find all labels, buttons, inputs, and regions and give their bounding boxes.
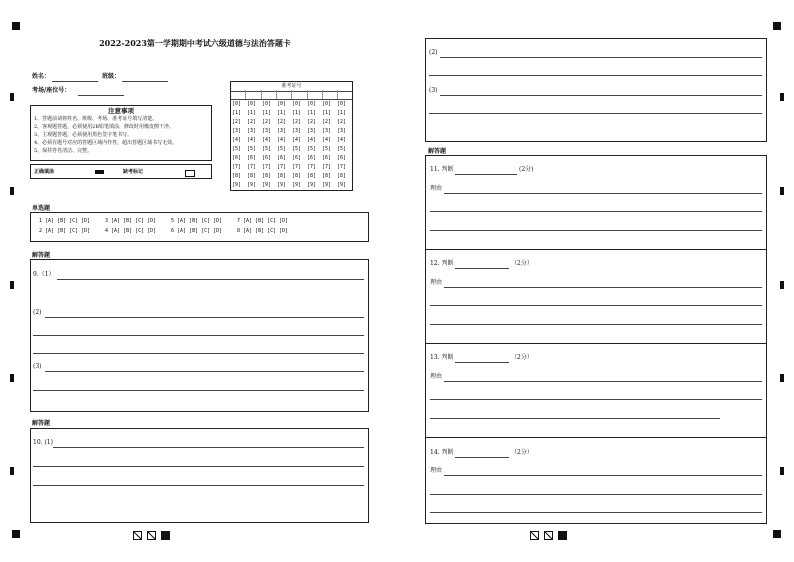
answer-line[interactable] — [33, 466, 364, 467]
answer-line[interactable] — [33, 485, 364, 486]
exam-id-digit-bubble[interactable]: [9] — [292, 182, 302, 188]
q9-part2-label: (2) — [33, 309, 42, 316]
absent-mark-checkbox[interactable] — [185, 170, 195, 177]
q12-judge-field[interactable] — [455, 268, 509, 269]
answer-line[interactable] — [45, 317, 364, 318]
exam-id-digit-bubble[interactable]: [0] — [337, 101, 347, 107]
exam-id-digit-bubble[interactable]: [0] — [292, 101, 302, 107]
q10-part2-label: (2) — [429, 49, 438, 56]
filled-box-icon — [161, 531, 170, 540]
exam-id-digit-bubble[interactable]: [8] — [277, 173, 287, 179]
exam-id-digit-bubble[interactable]: [3] — [337, 128, 347, 134]
answer-line[interactable] — [440, 95, 762, 96]
exam-id-digit-bubble[interactable]: [4] — [232, 137, 242, 143]
side-mark — [780, 467, 784, 475]
q9-part1-label: 9.（1） — [33, 271, 55, 278]
answer-line[interactable] — [430, 230, 762, 231]
page-title: 2022-2023第一学期期中考试六级道德与法治答题卡 — [99, 38, 291, 48]
answer-line[interactable] — [33, 335, 364, 336]
exam-id-digit-bubble[interactable]: [6] — [337, 155, 347, 161]
q10-heading: 解答题 — [32, 420, 51, 427]
notes-item: 3、主观题答题，必须使用黑色签字笔书写。 — [34, 132, 133, 138]
notes-item: 2、客观题答题，必须使用2B铅笔填涂，修改时用橡皮擦干净。 — [34, 124, 175, 130]
q12-separator — [425, 343, 767, 344]
class-field[interactable] — [122, 81, 168, 82]
corner-mark-top-right — [773, 22, 781, 30]
exam-id-digit-bubble[interactable]: [1] — [247, 110, 257, 116]
answer-line[interactable] — [33, 353, 364, 354]
exam-id-digit-bubble[interactable]: [2] — [337, 119, 347, 125]
exam-id-digit-bubble[interactable]: [6] — [232, 155, 242, 161]
single-choice-box — [30, 212, 369, 242]
answer-line[interactable] — [440, 57, 762, 58]
filled-box-icon — [558, 531, 567, 540]
side-mark — [10, 93, 14, 101]
exam-id-digit-bubble[interactable]: [3] — [307, 128, 317, 134]
grid-column-divider — [337, 90, 338, 99]
exam-id-digit-bubble[interactable]: [9] — [337, 182, 347, 188]
answer-line[interactable] — [444, 381, 762, 382]
exam-id-digit-bubble[interactable]: [3] — [232, 128, 242, 134]
q14-judge-label: 14. 判断 — [430, 449, 454, 456]
choice-row[interactable]: 7 [A] [B] [C] [D] — [237, 218, 289, 224]
exam-id-digit-bubble[interactable]: [2] — [262, 119, 272, 125]
notes-item: 1、答题前请将姓名、班级、考场、准考证号填写清楚。 — [34, 116, 158, 122]
corner-mark-top-left — [12, 22, 20, 30]
exam-id-digit-bubble[interactable]: [4] — [292, 137, 302, 143]
exam-id-digit-bubble[interactable]: [3] — [322, 128, 332, 134]
exam-id-digit-bubble[interactable]: [9] — [277, 182, 287, 188]
q9-answer-box[interactable] — [30, 259, 369, 412]
exam-id-digit-bubble[interactable]: [7] — [307, 164, 317, 170]
exam-id-digit-bubble[interactable]: [1] — [322, 110, 332, 116]
exam-id-digit-bubble[interactable]: [0] — [277, 101, 287, 107]
q12-judge-label: 12. 判断 — [430, 260, 454, 267]
grid-column-divider — [245, 90, 246, 99]
exam-id-digit-bubble[interactable]: [7] — [277, 164, 287, 170]
exam-id-digit-bubble[interactable]: [6] — [277, 155, 287, 161]
notes-box — [30, 105, 212, 161]
choice-row[interactable]: 3 [A] [B] [C] [D] — [105, 218, 157, 224]
answer-line[interactable] — [444, 287, 762, 288]
notes-title: 注意事项 — [108, 107, 134, 115]
exam-id-digit-bubble[interactable]: [7] — [247, 164, 257, 170]
grid-column-divider — [307, 90, 308, 99]
choice-row[interactable]: 8 [A] [B] [C] [D] — [237, 228, 289, 234]
exam-id-digit-bubble[interactable]: [9] — [232, 182, 242, 188]
seat-field[interactable] — [78, 95, 124, 96]
exam-id-digit-bubble[interactable]: [5] — [262, 146, 272, 152]
exam-id-digit-bubble[interactable]: [2] — [307, 119, 317, 125]
side-mark — [10, 281, 14, 289]
exam-id-header: 准考证号 — [281, 83, 302, 89]
exam-id-digit-bubble[interactable]: [9] — [322, 182, 332, 188]
answer-line[interactable] — [430, 418, 720, 419]
exam-id-digit-bubble[interactable]: [7] — [232, 164, 242, 170]
exam-id-digit-bubble[interactable]: [3] — [277, 128, 287, 134]
exam-id-digit-bubble[interactable]: [5] — [322, 146, 332, 152]
exam-id-digit-bubble[interactable]: [7] — [292, 164, 302, 170]
exam-id-digit-bubble[interactable]: [5] — [232, 146, 242, 152]
exam-id-digit-bubble[interactable]: [3] — [247, 128, 257, 134]
side-mark — [10, 467, 14, 475]
exam-id-digit-bubble[interactable]: [7] — [322, 164, 332, 170]
exam-id-digit-bubble[interactable]: [4] — [277, 137, 287, 143]
q14-reason-label: 理由 — [430, 467, 443, 474]
exam-id-digit-bubble[interactable]: [9] — [262, 182, 272, 188]
exam-id-digit-bubble[interactable]: [8] — [307, 173, 317, 179]
exam-id-digit-bubble[interactable]: [5] — [292, 146, 302, 152]
q10-continued-box[interactable] — [425, 38, 767, 142]
exam-id-digit-bubble[interactable]: [6] — [262, 155, 272, 161]
exam-id-digit-bubble[interactable]: [0] — [262, 101, 272, 107]
correct-fill-sample-icon — [95, 170, 104, 174]
q13-judge-field[interactable] — [455, 362, 509, 363]
exam-id-digit-bubble[interactable]: [0] — [307, 101, 317, 107]
corner-mark-bottom-right — [773, 530, 781, 538]
q11-judge-label: 11. 判断 — [430, 166, 454, 173]
exam-id-digit-bubble[interactable]: [1] — [262, 110, 272, 116]
q14-score: （2分） — [511, 449, 533, 456]
side-mark — [10, 374, 14, 382]
exam-id-digit-bubble[interactable]: [4] — [262, 137, 272, 143]
q9-heading: 解答题 — [32, 252, 51, 259]
exam-id-digit-bubble[interactable]: [4] — [322, 137, 332, 143]
exam-id-digit-bubble[interactable]: [0] — [247, 101, 257, 107]
exam-id-digit-bubble[interactable]: [8] — [337, 173, 347, 179]
exam-id-digit-bubble[interactable]: [5] — [307, 146, 317, 152]
exam-id-digit-bubble[interactable]: [1] — [337, 110, 347, 116]
slash-box-icon — [544, 531, 553, 540]
exam-id-digit-bubble[interactable]: [5] — [337, 146, 347, 152]
grid-column-divider — [261, 90, 262, 99]
answer-line[interactable] — [430, 494, 762, 495]
exam-id-digit-bubble[interactable]: [0] — [232, 101, 242, 107]
notes-item: 4、必须在题号对应的答题区域内作答，超出答题区域书写无效。 — [34, 140, 178, 146]
choice-row[interactable]: 2 [A] [B] [C] [D] — [39, 228, 91, 234]
correct-fill-label: 正确填涂 — [34, 169, 55, 175]
single-choice-heading: 单选题 — [32, 205, 51, 212]
answer-line[interactable] — [430, 399, 762, 400]
exam-id-digit-bubble[interactable]: [7] — [337, 164, 347, 170]
fill-legend-box — [30, 164, 212, 179]
divider — [231, 99, 352, 100]
answer-line[interactable] — [33, 390, 364, 391]
exam-id-digit-bubble[interactable]: [4] — [247, 137, 257, 143]
exam-id-digit-bubble[interactable]: [2] — [277, 119, 287, 125]
exam-id-digit-bubble[interactable]: [8] — [322, 173, 332, 179]
choice-row[interactable]: 5 [A] [B] [C] [D] — [171, 218, 223, 224]
grid-column-divider — [291, 90, 292, 99]
exam-id-digit-bubble[interactable]: [6] — [307, 155, 317, 161]
q10-part1-label: 10. (1) — [33, 439, 53, 446]
exam-id-digit-bubble[interactable]: [6] — [247, 155, 257, 161]
exam-id-digit-bubble[interactable]: [0] — [322, 101, 332, 107]
side-mark — [780, 281, 784, 289]
q13-judge-label: 13. 判断 — [430, 354, 454, 361]
q10-answer-box[interactable] — [30, 428, 369, 523]
answer-line[interactable] — [53, 447, 364, 448]
q10-part3-label: (3) — [429, 87, 438, 94]
grid-column-divider — [276, 90, 277, 99]
side-mark — [780, 93, 784, 101]
exam-id-digit-bubble[interactable]: [9] — [307, 182, 317, 188]
exam-id-digit-bubble[interactable]: [3] — [262, 128, 272, 134]
exam-id-digit-bubble[interactable]: [8] — [292, 173, 302, 179]
answer-line[interactable] — [430, 305, 762, 306]
answer-line[interactable] — [430, 324, 762, 325]
notes-item: 5、保持答卷清洁、完整。 — [34, 148, 93, 154]
exam-id-digit-bubble[interactable]: [2] — [232, 119, 242, 125]
side-mark — [10, 187, 14, 195]
choice-row[interactable]: 1 [A] [B] [C] [D] — [39, 218, 91, 224]
exam-id-digit-bubble[interactable]: [1] — [307, 110, 317, 116]
q14-judge-field[interactable] — [455, 457, 509, 458]
slash-box-icon — [147, 531, 156, 540]
exam-id-digit-bubble[interactable]: [6] — [292, 155, 302, 161]
choice-row[interactable]: 4 [A] [B] [C] [D] — [105, 228, 157, 234]
q11-score: (2分) — [519, 166, 534, 173]
answer-line[interactable] — [429, 113, 762, 114]
q12-score: （2分） — [511, 260, 533, 267]
exam-id-digit-bubble[interactable]: [8] — [247, 173, 257, 179]
q11-separator — [425, 249, 767, 250]
choice-row[interactable]: 6 [A] [B] [C] [D] — [171, 228, 223, 234]
exam-id-digit-bubble[interactable]: [6] — [322, 155, 332, 161]
answer-line[interactable] — [45, 371, 364, 372]
slash-box-icon — [133, 531, 142, 540]
exam-id-digit-bubble[interactable]: [5] — [277, 146, 287, 152]
side-mark — [780, 187, 784, 195]
answer-line[interactable] — [444, 193, 762, 194]
q12-reason-label: 理由 — [430, 279, 443, 286]
corner-mark-bottom-left — [12, 530, 20, 538]
exam-id-digit-bubble[interactable]: [5] — [247, 146, 257, 152]
judge-section-heading: 解答题 — [428, 148, 447, 155]
q13-separator — [425, 437, 767, 438]
q13-score: （2分） — [511, 354, 533, 361]
exam-id-digit-bubble[interactable]: [2] — [292, 119, 302, 125]
exam-id-digit-bubble[interactable]: [4] — [337, 137, 347, 143]
grid-column-divider — [322, 90, 323, 99]
exam-id-digit-bubble[interactable]: [1] — [232, 110, 242, 116]
answer-line[interactable] — [444, 475, 762, 476]
exam-id-digit-bubble[interactable]: [1] — [277, 110, 287, 116]
q9-part3-label: (3) — [33, 363, 42, 370]
answer-line[interactable] — [430, 512, 762, 513]
exam-id-digit-bubble[interactable]: [8] — [232, 173, 242, 179]
q13-reason-label: 理由 — [430, 373, 443, 380]
q11-judge-field[interactable] — [455, 174, 517, 175]
absent-mark-label: 缺考标记 — [123, 169, 144, 175]
answer-line[interactable] — [429, 75, 762, 76]
answer-line[interactable] — [57, 279, 364, 280]
exam-id-digit-bubble[interactable]: [9] — [247, 182, 257, 188]
q11-reason-label: 理由 — [430, 185, 443, 192]
name-field[interactable] — [52, 81, 98, 82]
slash-box-icon — [530, 531, 539, 540]
name-label: 姓名： — [32, 73, 51, 80]
exam-id-digit-bubble[interactable]: [3] — [292, 128, 302, 134]
seat-label: 考场/座位号： — [32, 87, 71, 94]
exam-id-digit-bubble[interactable]: [2] — [247, 119, 257, 125]
exam-id-digit-bubble[interactable]: [2] — [322, 119, 332, 125]
exam-id-digit-bubble[interactable]: [1] — [292, 110, 302, 116]
side-mark — [780, 374, 784, 382]
exam-id-digit-bubble[interactable]: [8] — [262, 173, 272, 179]
answer-line[interactable] — [430, 211, 762, 212]
class-label: 班级： — [102, 73, 121, 80]
exam-id-digit-bubble[interactable]: [7] — [262, 164, 272, 170]
exam-id-digit-bubble[interactable]: [4] — [307, 137, 317, 143]
